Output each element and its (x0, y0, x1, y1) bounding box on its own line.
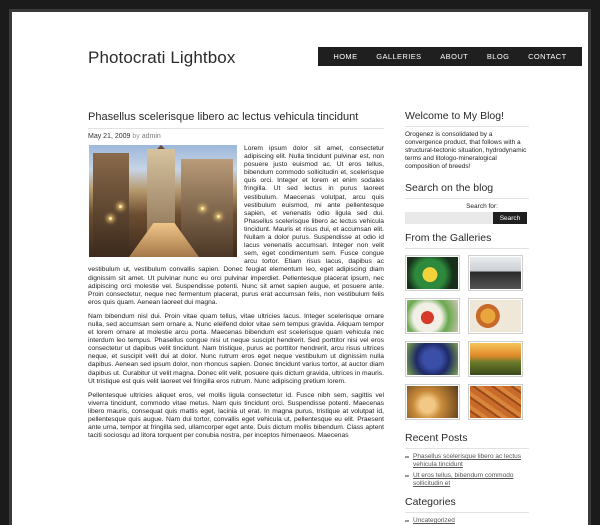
search-label: Search for: (466, 203, 498, 210)
divider (405, 512, 529, 513)
divider (405, 248, 529, 249)
recent-post-link[interactable]: Phasellus scelerisque libero ac lectus vehicula tincidunt (413, 453, 522, 468)
post-paragraph: Pellentesque ultricies aliquet eros, vel mollis ligula consectetur id. Fusce nibh sem, sagittis vel viverra tincidunt, commodo vitae metus. Nam quis tincidunt orci. Suspendisse potenti. Maecenas libero mauris, consequat quis mattis eget, lacinia ut erat. In magna purus, tristique at volutpat id, pellentesque quis augue. Nam dui tortor, convallis eget vehicula ut, pellentesque eu elit. Praesent ante urna, tempor at fringilla sed, ullamcorper eget ante. Duis dictum mollis bibendum. Class aptent taciti sociosqu ad litora torquent per conubia nostra, per inceptos himenaeos. Maecenas (88, 391, 384, 440)
list-item (405, 517, 529, 525)
main-nav (318, 47, 582, 66)
site-title[interactable]: Photocrati Lightbox (88, 48, 236, 67)
galleries-heading: From the Galleries (405, 232, 492, 244)
gallery-thumb[interactable] (468, 255, 523, 291)
sidebar (405, 110, 529, 525)
recent-posts-heading: Recent Posts (405, 432, 468, 444)
divider (405, 198, 529, 199)
nav-blog[interactable]: BLOG (486, 52, 510, 61)
browser-frame (9, 9, 591, 525)
gallery-thumb[interactable] (405, 384, 460, 420)
gallery-thumb[interactable] (405, 341, 460, 377)
post (88, 110, 384, 446)
post-photo[interactable] (89, 145, 237, 257)
search-button[interactable]: Search (493, 212, 527, 224)
divider (88, 128, 384, 129)
category-link[interactable]: Uncategorized (413, 517, 455, 524)
welcome-heading: Welcome to My Blog! (405, 110, 505, 122)
divider (405, 448, 529, 449)
divider (405, 126, 529, 127)
list-item (405, 472, 529, 488)
gallery-thumb[interactable] (405, 255, 460, 291)
post-by: by (132, 133, 140, 140)
gallery-thumb[interactable] (468, 341, 523, 377)
nav-about[interactable]: ABOUT (440, 52, 469, 61)
search-input[interactable] (405, 212, 493, 224)
post-paragraph: Nam bibendum nisl dui. Proin vitae quam tellus, vitae ultricies lacus. Integer scelerisque ornare nulla, sed accumsan sem ornare a. Nunc eleifend dolor vitae sem tempus gravida. Aliquam tempor et lorem ornare at molestie arcu porta. Maecenas bibendum est scelerisque quam vehicula nec interdum leo tempus. Phasellus congue nisi ut neque suscipit hendrerit. Sed porttitor nisi vel eros consectetur ut dapibus velit tincidunt. Nam tristique, purus ac porttitor hendrerit, arcu risus ultrices neque, et suscipit velit dui at dolor. Nunc rutrum eros eget neque vestibulum ut dignissim nulla dapibus. Aenean sed ipsum dolor, non rhoncus sapien. Donec tincidunt varius tortor, at auctor diam dapibus ut. Curabitur ut velit magna. Donec elit velit, posuere quis dictum gravida, ultrices in mauris. Ut tristique est quis velit laoreet vel fringilla eros rutrum. Nunc adipiscing pretium lorem. (88, 312, 384, 385)
search-form (405, 212, 529, 224)
search-heading: Search on the blog (405, 182, 494, 194)
nav-home[interactable]: HOME (333, 52, 358, 61)
page (12, 12, 588, 525)
nav-galleries[interactable]: GALLERIES (376, 52, 422, 61)
categories (405, 517, 529, 525)
post-title[interactable]: Phasellus scelerisque libero ac lectus vehicula tincidunt (88, 111, 359, 123)
list-item (405, 453, 529, 469)
gallery-grid (405, 255, 529, 420)
gallery-thumb[interactable] (468, 384, 523, 420)
post-body (88, 145, 384, 440)
post-date: May 21, 2009 (88, 133, 131, 140)
post-paragraph: Lorem ipsum dolor sit amet, consectetur adipiscing elit. Nulla tincidunt pulvinar est, non posuere justo euismod ac. Ut eros tellus, bibendum commodo sollicitudin et, scelerisque quis orci. Integer et lorem et enim sodales fringilla. Ut sed lectus in purus laoreet vestibulum. Maecenas volutpat, arcu quis vestibulum euismod, mi ante pellentesque sapien, et venenatis odio ligula sed dui. Phasellus scelerisque libero ac lectus vehicula tincidunt. Mauris et risus dui, et accumsan elit. Nullam a dolor purus. Suspendisse at odio id lacus venenatis accumsan. Integer non velit sem, eget condimentum sem. Fusce congue arcu tortor. Etiam risus lacus, dapibus ac vestibulum ut, vestibulum convallis sapien. Donec feugiat elementum leo, eget adipiscing diam dignissim sit amet. Ut pulvinar nunc eu orci pulvinar imperdiet. Pellentesque placerat ipsum, nec adipiscing orci molestie vel. Suspendisse potenti. Nunc sit amet sapien augue, et posuere ante. Proin consectetur, neque nec fermentum placerat, purus erat accumsan felis, non vestibulum felis eros quis quam. Aenean laoreet dui magna. (88, 145, 384, 306)
recent-posts (405, 453, 529, 488)
post-meta (88, 133, 384, 140)
gallery-thumb[interactable] (468, 298, 523, 334)
welcome-text: Orogenez is consolidated by a convergence product, that follows with a structural-tectonic situation, hydrodynamic terms and litologo-mineralogical composition of breeds! (405, 131, 527, 170)
nav-contact[interactable]: CONTACT (528, 52, 567, 61)
recent-post-link[interactable]: Ut eros tellus, bibendum commodo sollicitudin et (413, 472, 514, 487)
post-author-link[interactable]: admin (141, 133, 161, 140)
categories-heading: Categories (405, 496, 456, 508)
gallery-thumb[interactable] (405, 298, 460, 334)
